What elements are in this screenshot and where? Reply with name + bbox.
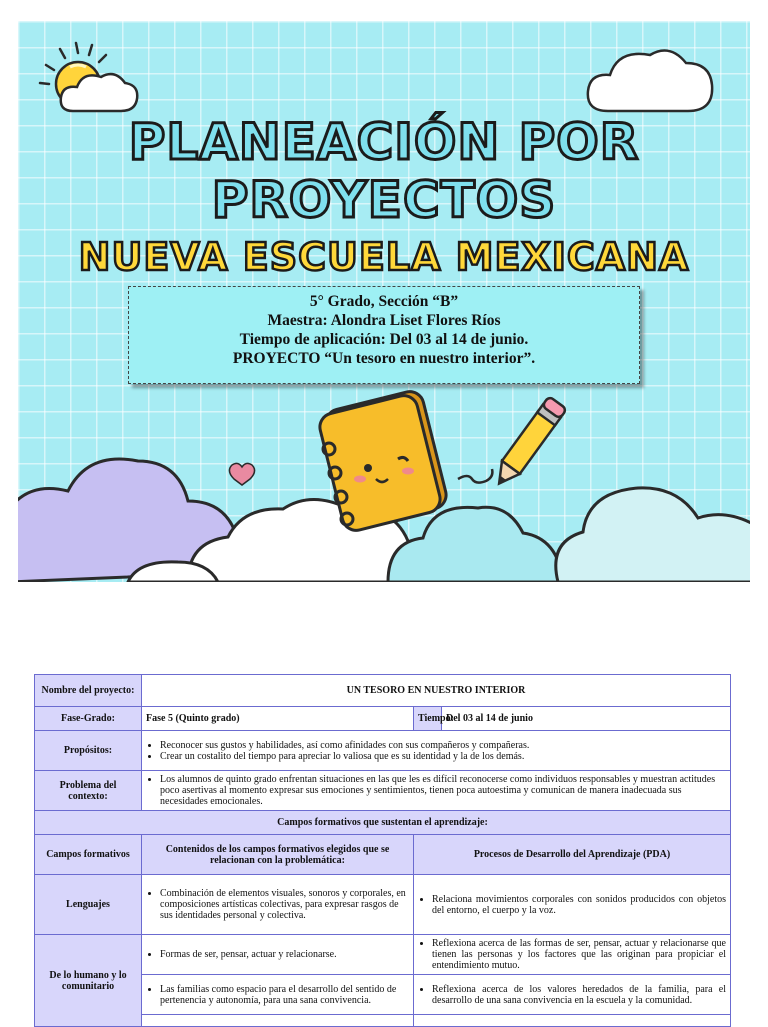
time-label: Tiempo: [414, 707, 442, 731]
pda-cell [414, 875, 731, 935]
cloud-icon [556, 488, 750, 582]
pda-cell [414, 935, 731, 975]
table-row [35, 935, 731, 975]
cover-subtitle: NUEVA ESCUELA MEXICANA [78, 235, 690, 279]
table-row [35, 811, 731, 835]
planning-table [34, 674, 731, 1027]
field-lenguajes: Lenguajes [35, 875, 142, 935]
table-row [35, 675, 731, 707]
table-row [35, 875, 731, 935]
table-row [35, 707, 731, 731]
content-cell [142, 975, 414, 1015]
field-humano: De lo humano y lo comunitario [35, 935, 142, 1027]
col-header-pda: Procesos de Desarrollo del Aprendizaje (PDA) [414, 835, 731, 875]
grade-text: 5° Grado, Sección “B” [309, 293, 459, 310]
content-cell [142, 935, 414, 975]
list-item: • Relaciona movimientos corporales con sonidos producidos con objetos del entorno, el cuerpo y la voz. [432, 894, 726, 916]
col-header-contents: Contenidos de los campos formativos elegidos que se relacionan con la problemática: [142, 835, 414, 875]
table-row [35, 731, 731, 771]
table-row [35, 835, 731, 875]
cloud-icon [388, 507, 563, 582]
list-item: • Las familias como espacio para el desarrollo del sentido de pertenencia y autonomía, para una sana convivencia. [160, 984, 409, 1006]
problem-label: Problema del contexto: [35, 771, 142, 811]
heart-icon [229, 463, 254, 485]
pda-cell [414, 1015, 731, 1027]
col-header-fields: Campos formativos [35, 835, 142, 875]
section-title: Campos formativos que sustentan el aprendizaje: [35, 811, 731, 835]
list-item: • Combinación de elementos visuales, sonoros y corporales, en composiciones artísticas colectivas, para expresar rasgos de sus identidades personal y colectiva. [160, 888, 409, 921]
problem-cell [142, 771, 731, 811]
list-item: • Los alumnos de quinto grado enfrentan situaciones en las que les es difícil reconocerse como individuos responsables y muestran actitudes poco asertivas al momento expresar sus emociones y sentimientos, tienen poca autoestima y comunican de manera inadecuada sus necesidades emocionales. [160, 774, 726, 807]
project-name-label: Nombre del proyecto: [35, 675, 142, 707]
list-item: • Formas de ser, pensar, actuar y relacionarse. [160, 949, 409, 960]
list-item: • Reconocer sus gustos y habilidades, así como afinidades con sus compañeros y compañeras. [160, 740, 726, 751]
cloud-icon [588, 51, 712, 112]
teacher-text: Maestra: Alondra Liset Flores Ríos [267, 312, 501, 329]
content-cell [142, 1015, 414, 1027]
pencil-icon [458, 396, 567, 490]
cover-page [18, 21, 750, 582]
purposes-label: Propósitos: [35, 731, 142, 771]
time-text: Tiempo de aplicación: Del 03 al 14 de junio. [239, 331, 529, 348]
list-item: • Crear un costalito del tiempo para apreciar lo valiosa que es su identidad y la de los demás. [160, 751, 726, 762]
cover-title-line-1: PLANEACIÓN POR [128, 113, 640, 171]
phase-value: Fase 5 (Quinto grado) [142, 707, 414, 731]
pda-cell [414, 975, 731, 1015]
list-item: • Reflexiona acerca de los valores heredados de la familia, para el desarrollo de una sana convivencia en la escuela y la comunidad. [432, 984, 726, 1006]
project-name-value: UN TESORO EN NUESTRO INTERIOR [142, 675, 731, 707]
cover-title-line-2: PROYECTOS [211, 171, 557, 229]
project-info-box [128, 286, 640, 384]
project-text: PROYECTO “Un tesoro en nuestro interior”. [232, 350, 536, 367]
purposes-cell [142, 731, 731, 771]
time-value: Del 03 al 14 de junio [442, 707, 731, 731]
table-row [35, 771, 731, 811]
list-item: • Reflexiona acerca de las formas de ser, pensar, actuar y relacionarse que tienen las personas y los factores que las originan para propiciar el entendimiento mutuo. [432, 938, 726, 971]
phase-label: Fase-Grado: [35, 707, 142, 731]
content-cell [142, 875, 414, 935]
